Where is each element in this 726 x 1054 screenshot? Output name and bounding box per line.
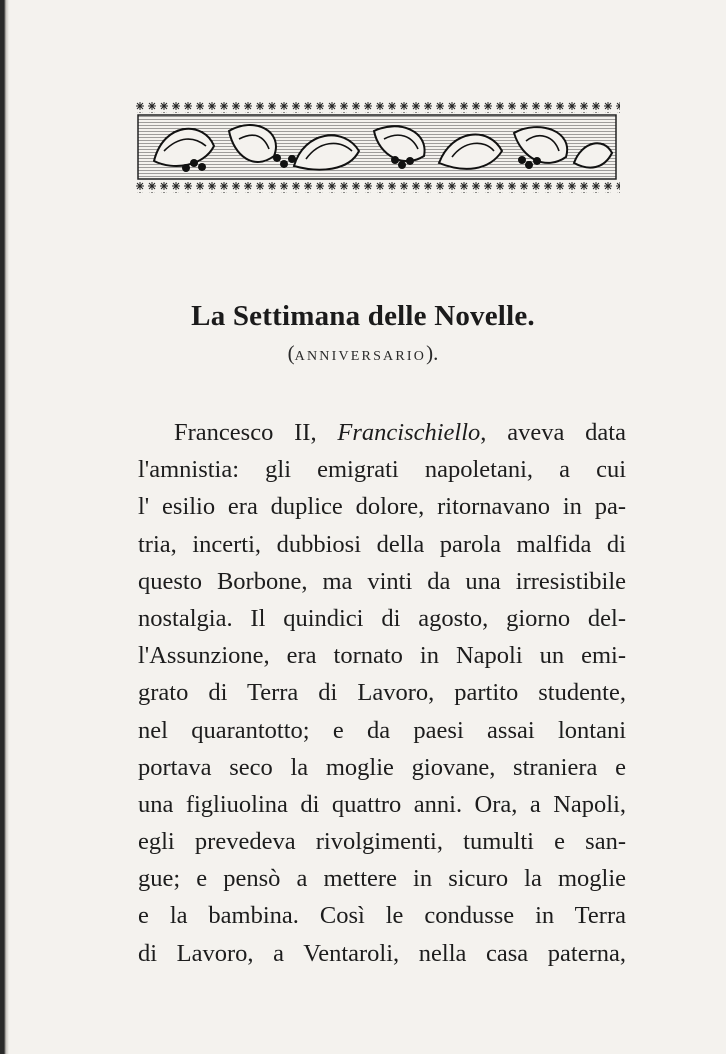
- subtitle-open-paren: (: [287, 341, 295, 365]
- text-line: di Lavoro, a Ventaroli, nella casa paterna,: [138, 939, 626, 967]
- text-line: l' esilio era duplice dolore, ritornavano in pa-: [138, 493, 626, 521]
- text-line: questo Borbone, ma vinti da una irresistibile: [138, 567, 626, 595]
- text-segment: , aveva data: [480, 419, 626, 446]
- text-line: nel quarantotto; e da paesi assai lontani: [138, 716, 626, 744]
- text-line: [138, 414, 626, 451]
- body-paragraph: [138, 414, 626, 972]
- subtitle: [0, 341, 726, 366]
- text-line: grato di Terra di Lavoro, partito studente,: [138, 679, 626, 707]
- text-line: egli prevedeva rivolgimenti, tumulti e san-: [138, 828, 626, 856]
- text-line: portava seco la moglie giovane, straniera e: [138, 753, 626, 781]
- text-line: l'amnistia: gli emigrati napoletani, a cui: [138, 456, 626, 484]
- floral-ornament-banner: [134, 101, 620, 193]
- page-title: La Settimana delle Novelle.: [191, 300, 535, 332]
- text-line: nostalgia. Il quindici di agosto, giorno del-: [138, 604, 626, 632]
- text-line: gue; e pensò a mettere in sicuro la moglie: [138, 865, 626, 893]
- italic-name: Francischiello: [337, 419, 481, 446]
- text-line: tria, incerti, dubbiosi della parola malfida di: [138, 530, 626, 558]
- text-segment: Francesco II,: [174, 419, 338, 446]
- subtitle-anniversario: ANNIVERSARIO: [294, 349, 427, 364]
- text-line: l'Assunzione, era tornato in Napoli un emi-: [138, 642, 626, 670]
- text-line: e la bambina. Così le condusse in Terra: [138, 902, 626, 930]
- text-line: una figliuolina di quattro anni. Ora, a Napoli,: [138, 790, 626, 818]
- page-binding-edge: [0, 0, 9, 1054]
- subtitle-close-paren: ).: [426, 341, 439, 365]
